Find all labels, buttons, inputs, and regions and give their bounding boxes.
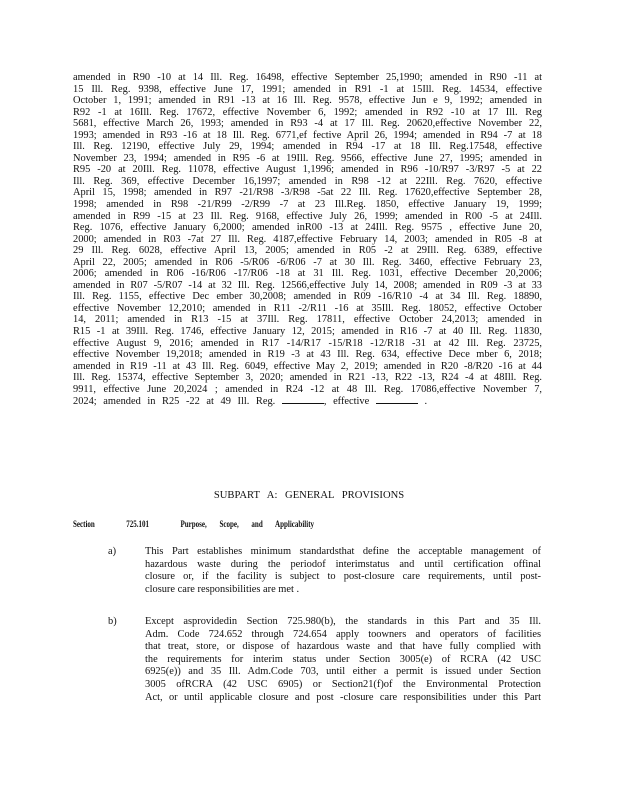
source-note-line: October 1, 1991; amended in R91 -13 at 16 Ill. Reg. 9578, effective Jun e 9, 1992; amended in xyxy=(73,95,542,107)
section-title: Purpose, Scope, and Applicability xyxy=(180,519,315,529)
subsection-body xyxy=(145,616,541,704)
source-note-line: Ill. Reg. 15374, effective September 3, 2020; amended in R21 -13, R22 -13, R24 -4 at 48Ill. Reg. xyxy=(73,372,542,384)
subsection-line: that treat, store, or dispose of hazardous waste and that have fully complied with xyxy=(145,641,541,653)
source-note-line: 1993; amended in R93 -16 at 18 Ill. Reg. 6771,ef fective April 26, 1994; amended in R94 -7 at 18 xyxy=(73,129,542,141)
section-word: Section xyxy=(73,519,95,529)
subsection-line: the requirements for interim status under Section 3005(e) of RCRA (42 USC xyxy=(145,653,541,665)
effective-date-blank xyxy=(376,395,418,404)
source-note-line: R15 -1 at 39Ill. Reg. 1746, effective January 12, 2015; amended in R16 -7 at 40 Ill. Reg. 11830, xyxy=(73,326,542,338)
source-note-line: November 23, 1994; amended in R95 -6 at 19Ill. Reg. 9566, effective June 27, 1995; amended in xyxy=(73,152,542,164)
source-note-line: 1998; amended in R98 -21/R99 -2/R99 -7 at 23 Ill.Reg. 1850, effective January 19, 1999; xyxy=(73,199,542,211)
source-note-line: amended in R99 -15 at 23 Ill. Reg. 9168, effective July 26, 1999; amended in R00 -5 at 24Ill. xyxy=(73,210,542,222)
source-note-line: April 22, 2005; amended in R06 -5/R06 -6/R06 -7 at 30 Ill. Reg. 3460, effective February 23, xyxy=(73,256,542,268)
subsection-line: closure or, if the facility is subject to post-closure care requirements, until post- xyxy=(145,571,541,583)
subsection-line: Adm. Code 724.652 through 724.654 apply toowners and operators of facilities xyxy=(145,628,541,640)
subsection-line: This Part establishes minimum standardsthat define the acceptable management of xyxy=(145,546,541,557)
source-note-line: amended in R07 -5/R07 -14 at 32 Ill. Reg. 12566,effective July 14, 2008; amended in R09 -3 at 33 xyxy=(73,279,542,291)
subsection-line: 3005 ofRCRA (42 USC 6905) or Section21(f)of the Environmental Protection xyxy=(145,678,541,690)
subsection-line: 6925(e)) and 35 Ill. Adm.Code 703, until either a permit is issued under Section xyxy=(145,666,541,678)
subsection-label: b) xyxy=(108,616,117,627)
subsection-line: hazardous waste during the periodof interimstatus and until certification offinal xyxy=(145,558,541,570)
source-note-line: amended in R90 -10 at 14 Ill. Reg. 16498, effective September 25,1990; amended in R90 -11 at xyxy=(73,72,542,83)
source-note xyxy=(73,72,542,407)
source-note-last-middle: , effective xyxy=(323,396,370,407)
source-note-line: R92 -1 at 16Ill. Reg. 17672, effective November 6, 1992; amended in R92 -10 at 17 Ill. Reg xyxy=(73,106,542,118)
source-note-line: April 15, 1998; amended in R97 -21/R98 -3/R98 -5at 22 Ill. Reg. 17620,effective September 28, xyxy=(73,187,542,199)
source-note-line: effective November 19,2018; amended in R19 -3 at 43 Ill. Reg. 634, effective Dece mber 6, 2018; xyxy=(73,349,542,361)
source-note-last-prefix: 2024; amended in R25 -22 at 49 Ill. Reg. xyxy=(73,396,276,407)
source-note-line: 5681, effective March 26, 1993; amended in R93 -4 at 17 Ill. Reg. 20620,effective November 22, xyxy=(73,118,542,130)
source-note-line: Ill. Reg. 369, effective December 16,1997; amended in R98 -12 at 22Ill. Reg. 7620, effective xyxy=(73,175,542,187)
source-note-line: Reg. 1076, effective January 6,2000; amended inR00 -13 at 24Ill. Reg. 9575 , effective June 20, xyxy=(73,222,542,234)
source-note-line: 2006; amended in R06 -16/R06 -17/R06 -18 at 31 Ill. Reg. 1031, effective December 20,2006; xyxy=(73,268,542,280)
subsection-line: closure care responsibilities are met . xyxy=(145,583,300,595)
source-note-line: 9911, effective June 20,2024 ; amended in R24 -12 at 48 Ill. Reg. 17086,effective November 7, xyxy=(73,383,542,395)
source-note-line: effective August 9, 2016; amended in R17 -14/R17 -15/R18 -12/R18 -31 at 42 Ill. Reg. 23725, xyxy=(73,337,542,349)
source-note-line: 29 Ill. Reg. 6028, effective April 13, 2005; amended in R05 -2 at 29Ill. Reg. 6389, effective xyxy=(73,245,542,257)
section-number: 725.101 xyxy=(126,519,150,529)
subsection-label: a) xyxy=(108,546,117,557)
source-note-line: Ill. Reg. 1155, effective Dec ember 30,2008; amended in R09 -16/R10 -4 at 34 Ill. Reg. 18890, xyxy=(73,291,542,303)
source-note-line: effective November 12,2010; amended in R11 -2/R11 -16 at 35Ill. Reg. 18052, effective October xyxy=(73,302,542,314)
register-page-blank xyxy=(282,395,324,404)
section-heading xyxy=(73,519,344,529)
source-note-line: amended in R19 -11 at 43 Ill. Reg. 6049, effective May 2, 2019; amended in R20 -8/R20 -16 at 44 xyxy=(73,360,542,372)
source-note-line: 2000; amended in R03 -7at 27 Ill. Reg. 4187,effective February 14, 2003; amended in R05 -8 at xyxy=(73,233,542,245)
subpart-heading: SUBPART A: GENERAL PROVISIONS xyxy=(213,490,405,501)
source-note-line: 15 Ill. Reg. 9398, effective June 17, 1991; amended in R91 -1 at 15Ill. Reg. 14534, effective xyxy=(73,83,542,95)
subsection-line: Act, or until applicable closure and post -closure care responsibilities under this Part xyxy=(145,691,541,703)
source-note-last-suffix: . xyxy=(424,396,428,407)
source-note-last-line xyxy=(73,395,542,407)
source-note-line: 14, 2011; amended in R13 -15 at 37Ill. Reg. 17811, effective October 24,2013; amended in xyxy=(73,314,542,326)
source-note-line: R95 -20 at 20Ill. Reg. 11078, effective August 1,1996; amended in R96 -10/R97 -3/R97 -5 at 22 xyxy=(73,164,542,176)
subsection-line: Except asprovidedin Section 725.980(b), the standards in this Part and 35 Ill. xyxy=(145,616,541,627)
source-note-line: Ill. Reg. 12190, effective July 29, 1994; amended in R94 -17 at 18 Ill. Reg.17548, effective xyxy=(73,141,542,153)
subsection-body xyxy=(145,546,541,596)
